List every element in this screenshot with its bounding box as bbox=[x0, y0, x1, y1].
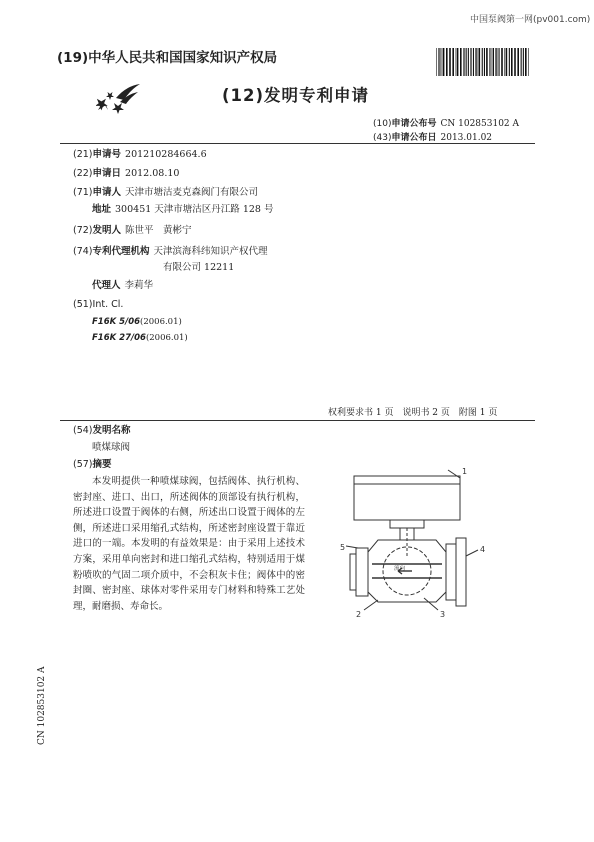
barcode-bar bbox=[495, 48, 496, 76]
barcode-bar bbox=[471, 48, 472, 76]
barcode-bar bbox=[442, 48, 443, 76]
inlet-flange bbox=[446, 544, 456, 600]
label-5: 5 bbox=[340, 543, 346, 552]
barcode-bar bbox=[499, 48, 500, 76]
applicant-address: 300451 天津市塘沽区丹江路 128 号 bbox=[115, 204, 274, 215]
barcode-bar bbox=[460, 48, 462, 76]
publication-date-row bbox=[373, 130, 492, 143]
label-1: 1 bbox=[462, 467, 468, 476]
barcode-bar bbox=[506, 48, 508, 76]
barcode-bar bbox=[492, 48, 493, 76]
inventor-field bbox=[73, 225, 192, 237]
barcode-bar bbox=[517, 48, 519, 76]
cnipa-logo-icon bbox=[96, 80, 142, 118]
bracket-plate bbox=[390, 520, 424, 528]
field-label: 代理人 bbox=[92, 280, 121, 291]
barcode-bar bbox=[489, 48, 490, 76]
leader-line-4 bbox=[466, 550, 478, 556]
barcode-bar bbox=[473, 48, 474, 76]
agent-name: 李莉华 bbox=[124, 280, 154, 291]
side-publication-number: CN 102853102 A bbox=[37, 666, 47, 745]
field-code: (74) bbox=[73, 246, 93, 257]
application-number-field bbox=[73, 149, 207, 161]
field-code: (71) bbox=[73, 187, 93, 198]
applicant-name: 天津市塘沽麦克森阀门有限公司 bbox=[125, 187, 259, 198]
field-label: 专利代理机构 bbox=[92, 246, 150, 257]
barcode-bar bbox=[482, 48, 483, 76]
document-type: (12)发明专利申请 bbox=[222, 86, 370, 105]
barcode-bar bbox=[523, 48, 524, 76]
barcode-bar bbox=[463, 48, 464, 76]
label-4: 4 bbox=[480, 545, 486, 554]
barcode-bar bbox=[493, 48, 494, 76]
header-divider bbox=[60, 143, 535, 144]
leader-line-5 bbox=[346, 546, 358, 548]
barcode-bar bbox=[446, 48, 448, 76]
title-heading bbox=[73, 425, 131, 437]
ipc-class-1 bbox=[92, 316, 182, 328]
ipc-class-2 bbox=[92, 332, 188, 344]
agency-name-continued: 有限公司 12211 bbox=[163, 262, 235, 273]
publication-date: 2013.01.02 bbox=[440, 133, 493, 143]
valve-drawing bbox=[338, 460, 496, 625]
flow-direction-label: 流向 bbox=[394, 566, 406, 572]
field-label: 申请日 bbox=[92, 168, 122, 179]
barcode-bar bbox=[475, 48, 476, 76]
actuator-outline bbox=[354, 476, 460, 520]
barcode-bar bbox=[456, 48, 457, 76]
applicant-field bbox=[73, 187, 258, 199]
outlet-flange bbox=[356, 548, 368, 596]
barcode-bar bbox=[452, 48, 454, 76]
barcode bbox=[436, 48, 531, 76]
field-code: (54) bbox=[73, 425, 93, 436]
field-code: (72) bbox=[73, 225, 93, 236]
field-code: (10) bbox=[373, 119, 392, 129]
barcode-bar bbox=[504, 48, 505, 76]
field-label: 地址 bbox=[92, 204, 112, 215]
barcode-bar bbox=[464, 48, 465, 76]
barcode-bar bbox=[479, 48, 481, 76]
ipc-version: (2006.01) bbox=[145, 333, 188, 343]
ipc-version: (2006.01) bbox=[140, 317, 182, 327]
field-code: (22) bbox=[73, 168, 93, 179]
barcode-bar bbox=[438, 48, 439, 76]
leader-line-3 bbox=[424, 598, 438, 610]
publication-number-row bbox=[373, 116, 519, 129]
application-date-field bbox=[73, 168, 179, 180]
publication-number: CN 102853102 A bbox=[440, 119, 520, 129]
ipc-code: F16K 27/06 bbox=[92, 333, 146, 343]
application-number: 201210284664.6 bbox=[125, 149, 207, 160]
barcode-bar bbox=[457, 48, 459, 76]
field-label: Int. Cl. bbox=[92, 299, 124, 310]
barcode-bar bbox=[484, 48, 485, 76]
barcode-bar bbox=[514, 48, 516, 76]
barcode-bar bbox=[486, 48, 488, 76]
page-counts: 权利要求书 1 页 说明书 2 页 附图 1 页 bbox=[328, 408, 498, 418]
field-label: 申请公布号 bbox=[391, 119, 437, 129]
agency-field bbox=[73, 246, 268, 258]
barcode-bar bbox=[501, 48, 503, 76]
barcode-bar bbox=[525, 48, 527, 76]
inventor-names: 陈世平 黄彬宁 bbox=[125, 225, 192, 236]
agent-field bbox=[92, 280, 153, 292]
label-2: 2 bbox=[356, 610, 362, 619]
field-code: (43) bbox=[373, 133, 392, 143]
barcode-bar bbox=[436, 48, 437, 76]
barcode-bar bbox=[468, 48, 469, 76]
field-label: 申请人 bbox=[92, 187, 122, 198]
barcode-bar bbox=[491, 48, 492, 76]
barcode-bar bbox=[470, 48, 471, 76]
barcode-bar bbox=[521, 48, 522, 76]
inlet-flange-outer bbox=[456, 538, 466, 606]
barcode-bar bbox=[443, 48, 445, 76]
ipc-code: F16K 5/06 bbox=[92, 317, 141, 327]
application-date: 2012.08.10 bbox=[125, 168, 180, 179]
field-label: 发明名称 bbox=[92, 425, 131, 436]
barcode-bar bbox=[449, 48, 451, 76]
abstract-text: 本发明提供一种喷煤球阀，包括阀体、执行机构、密封座、进口、出口，所述阀体的顶部设有执行机构，所述进口设置于阀体的右侧，所述出口设置于阀体的左侧，所述进口采用缩孔式结构，所述密封座设置于靠近进口的一端。本发明的有益效果是：由于采用上述技术方案，采用单向密封和进口缩孔式结构，特别适用于煤粉喷吹的气固二项介质中，不会积灰卡住；阀体中的密封圈、密封座、球体对零件采用专门材料和特殊工艺处理，耐磨损、寿命长。 bbox=[73, 476, 305, 612]
barcode-bar bbox=[528, 48, 529, 76]
abstract-heading bbox=[73, 459, 112, 471]
issuing-office: (19)中华人民共和国国家知识产权局 bbox=[57, 50, 278, 66]
address-field bbox=[92, 204, 273, 216]
agency-name: 天津滨海科纬知识产权代理 bbox=[153, 246, 268, 257]
barcode-bar bbox=[439, 48, 440, 76]
invention-title: 喷煤球阀 bbox=[92, 442, 131, 453]
leader-line-1 bbox=[448, 470, 460, 478]
barcode-bar bbox=[496, 48, 497, 76]
field-code: (57) bbox=[73, 459, 93, 470]
field-label: 申请号 bbox=[92, 149, 122, 160]
barcode-bar bbox=[466, 48, 467, 76]
leader-line-2 bbox=[364, 600, 378, 610]
section-divider bbox=[60, 420, 535, 421]
field-label: 发明人 bbox=[92, 225, 122, 236]
barcode-bar bbox=[511, 48, 513, 76]
label-3: 3 bbox=[440, 610, 446, 619]
barcode-bar bbox=[509, 48, 510, 76]
field-label: 申请公布日 bbox=[391, 133, 437, 143]
int-cl-field bbox=[73, 299, 123, 311]
field-code: (51) bbox=[73, 299, 93, 310]
field-code: (21) bbox=[73, 149, 93, 160]
source-watermark: 中国泵阀第一网(pv001.com) bbox=[470, 15, 591, 25]
field-label: 摘要 bbox=[92, 459, 112, 470]
barcode-bar bbox=[476, 48, 477, 76]
